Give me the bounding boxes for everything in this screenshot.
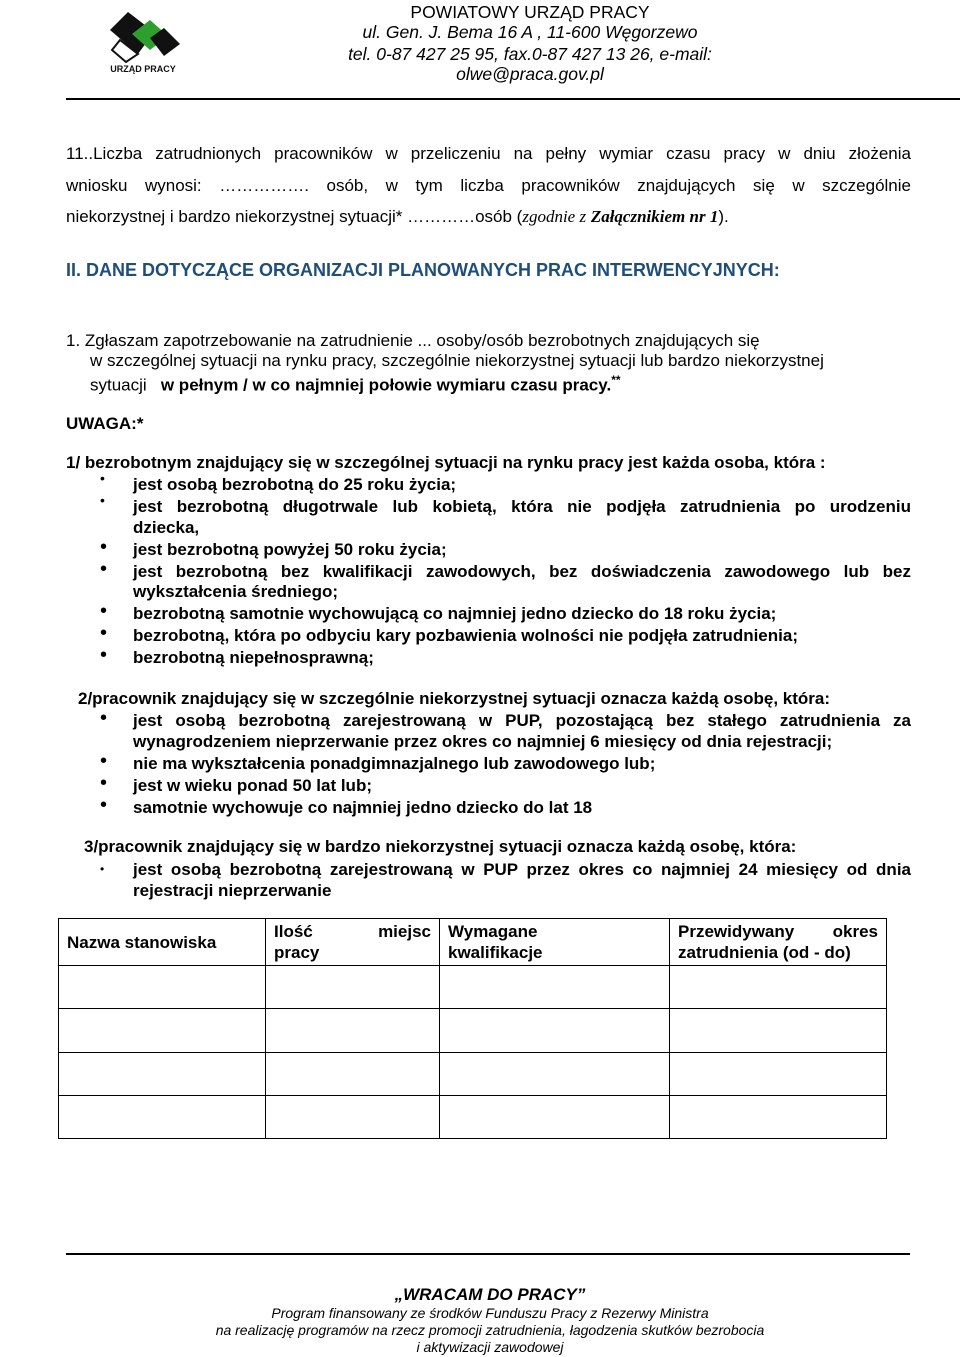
cell-qualifications[interactable] xyxy=(440,1009,670,1053)
cell-count[interactable] xyxy=(266,1009,440,1053)
col-header-period-c: zatrudnienia (od - do) xyxy=(678,943,851,962)
footer-divider xyxy=(66,1253,910,1255)
request-line1: 1. Zgłaszam zapotrzebowanie na zatrudnienie ... osoby/osób bezrobotnych znajdujących się xyxy=(66,331,760,350)
group3-title: 3/pracownik znajdujący się w bardzo niekorzystnej sytuacji oznacza każdą osobę, która: xyxy=(84,837,797,856)
bullet-icon: • xyxy=(100,750,108,772)
request-line2: w szczególnej sytuacji na rynku pracy, szczególnie niekorzystnej sytuacji lub bardzo niekorzystnej xyxy=(90,351,824,370)
group2-item: nie ma wykształcenia ponadgimnazjalnego lub zawodowego lub; xyxy=(133,754,656,773)
group1-item: bezrobotną niepełnosprawną; xyxy=(133,648,374,667)
col-header-count-a: Ilość xyxy=(274,922,313,941)
request-footnote-mark: ** xyxy=(611,373,621,387)
cell-position[interactable] xyxy=(59,1053,266,1096)
col-header-count xyxy=(266,919,440,966)
group1-item-cont: wykształcenia średniego; xyxy=(133,582,339,601)
section-heading: II. DANE DOTYCZĄCE ORGANIZACJI PLANOWANYCH PRAC INTERWENCYJNYCH: xyxy=(66,260,780,280)
bullet-icon: • xyxy=(100,794,108,816)
cell-count[interactable] xyxy=(266,1053,440,1096)
request-line3 xyxy=(90,370,890,396)
table-row xyxy=(59,1053,887,1096)
group2-title: 2/pracownik znajdujący się w szczególnie niekorzystnej sytuacji oznacza każdą osobę, która: xyxy=(78,689,831,708)
col-header-qualifications-b: kwalifikacje xyxy=(448,943,543,962)
logo-text: URZĄD PRACY xyxy=(110,64,176,74)
item11-line3 xyxy=(66,206,911,227)
item11-line1: 11..Liczba zatrudnionych pracowników w przeliczeniu na pełny wymiar czasu pracy w dniu złożenia xyxy=(66,144,911,163)
office-address: ul. Gen. J. Bema 16 A , 11-600 Węgorzewo xyxy=(362,22,698,42)
note-label: UWAGA:* xyxy=(66,414,144,433)
group2-item: jest osobą bezrobotną zarejestrowaną w PUP, pozostającą bez stałego zatrudnienia za xyxy=(133,711,911,730)
footer-line2: na realizację programów na rzecz promocji zatrudnienia, łagodzenia skutków bezrobocia xyxy=(215,1322,765,1338)
col-header-position-label: Nazwa stanowiska xyxy=(67,932,217,952)
cell-count[interactable] xyxy=(266,966,440,1009)
group2-item: samotnie wychowuje co najmniej jedno dziecko do lat 18 xyxy=(133,798,593,817)
group1-item: jest bezrobotną długotrwale lub kobietą, która nie podjęła zatrudnienia po urodzeniu xyxy=(133,497,911,516)
col-header-qualifications-a: Wymagane xyxy=(448,922,538,941)
bullet-icon: • xyxy=(100,558,108,580)
urzad-pracy-logo xyxy=(98,10,188,76)
item11-line2: wniosku wynosi: ……………. osób, w tym liczba pracowników znajdujących się w szczególnie xyxy=(66,176,911,195)
table-row xyxy=(59,1009,887,1053)
positions-table xyxy=(58,918,887,1139)
col-header-qualifications xyxy=(440,919,670,966)
col-header-period-a: Przewidywany xyxy=(678,922,795,941)
footer-line1: Program finansowany ze środków Funduszu Pracy z Rezerwy Ministra xyxy=(271,1305,709,1321)
bullet-icon: • xyxy=(100,492,105,508)
group2-item-cont: wynagrodzeniem nieprzerwanie przez okres co najmniej 6 miesięcy od dnia rejestracji; xyxy=(133,732,833,751)
bullet-icon: • xyxy=(100,644,108,666)
cell-period[interactable] xyxy=(670,1053,887,1096)
office-contact: tel. 0-87 427 25 95, fax.0-87 427 13 26, e-mail: olwe@praca.gov.pl xyxy=(348,44,712,84)
col-header-period-b: okres xyxy=(832,922,878,941)
col-header-position xyxy=(59,919,266,966)
item11-annex-prefix: zgodnie z xyxy=(522,207,587,226)
item11-annex-ref: Załącznikiem nr 1 xyxy=(590,207,719,226)
table-row xyxy=(59,966,887,1009)
group3-item-cont: rejestracji nieprzerwanie xyxy=(133,881,332,900)
request-time-option: w pełnym / w co najmniej połowie wymiaru czasu pracy. xyxy=(160,375,612,395)
group1-title: 1/ bezrobotnym znajdujący się w szczególnej sytuacji na rynku pracy jest każda osoba, która : xyxy=(66,453,826,472)
cell-qualifications[interactable] xyxy=(440,1096,670,1139)
group1-item: jest osobą bezrobotną do 25 roku życia; xyxy=(133,475,457,494)
cell-period[interactable] xyxy=(670,1096,887,1139)
cell-count[interactable] xyxy=(266,1096,440,1139)
header-divider xyxy=(66,98,960,100)
bullet-icon: • xyxy=(100,622,108,644)
request-line3-text: sytuacji xyxy=(90,375,147,395)
cell-qualifications[interactable] xyxy=(440,1053,670,1096)
footer-slogan: „WRACAM DO PRACY” xyxy=(394,1285,586,1304)
bullet-icon: • xyxy=(100,707,108,729)
cell-position[interactable] xyxy=(59,966,266,1009)
bullet-icon: • xyxy=(100,772,108,794)
col-header-count-c: pracy xyxy=(274,943,320,962)
cell-qualifications[interactable] xyxy=(440,966,670,1009)
col-header-count-b: miejsc xyxy=(378,922,431,941)
group2-item: jest w wieku ponad 50 lat lub; xyxy=(133,776,372,795)
group1-item: jest bezrobotną bez kwalifikacji zawodowych, bez doświadczenia zawodowego lub bez xyxy=(133,562,911,581)
cell-position[interactable] xyxy=(59,1096,266,1139)
item11-line3-end: ). xyxy=(718,207,729,226)
col-header-period xyxy=(670,919,887,966)
footer-line3: i aktywizacji zawodowej xyxy=(416,1339,564,1355)
item11-line3-text: niekorzystnej i bardzo niekorzystnej sytuacji* …………osób ( xyxy=(66,207,523,226)
bullet-icon: • xyxy=(100,536,108,558)
group3-item: jest osobą bezrobotną zarejestrowaną w PUP przez okres co najmniej 24 miesięcy od dnia xyxy=(133,860,911,879)
cell-period[interactable] xyxy=(670,1009,887,1053)
bullet-icon: • xyxy=(100,600,108,622)
group1-item: bezrobotną, która po odbyciu kary pozbawienia wolności nie podjęła zatrudnienia; xyxy=(133,626,798,645)
office-name: POWIATOWY URZĄD PRACY xyxy=(410,2,650,22)
table-header-row xyxy=(59,919,887,966)
group1-item: jest bezrobotną powyżej 50 roku życia; xyxy=(133,540,447,559)
group1-item: bezrobotną samotnie wychowującą co najmniej jedno dziecko do 18 roku życia; xyxy=(133,604,777,623)
cell-period[interactable] xyxy=(670,966,887,1009)
table-row xyxy=(59,1096,887,1139)
cell-position[interactable] xyxy=(59,1009,266,1053)
bullet-icon: • xyxy=(100,470,105,486)
bullet-icon: • xyxy=(100,862,105,876)
group1-item-cont: dziecka, xyxy=(133,518,200,537)
